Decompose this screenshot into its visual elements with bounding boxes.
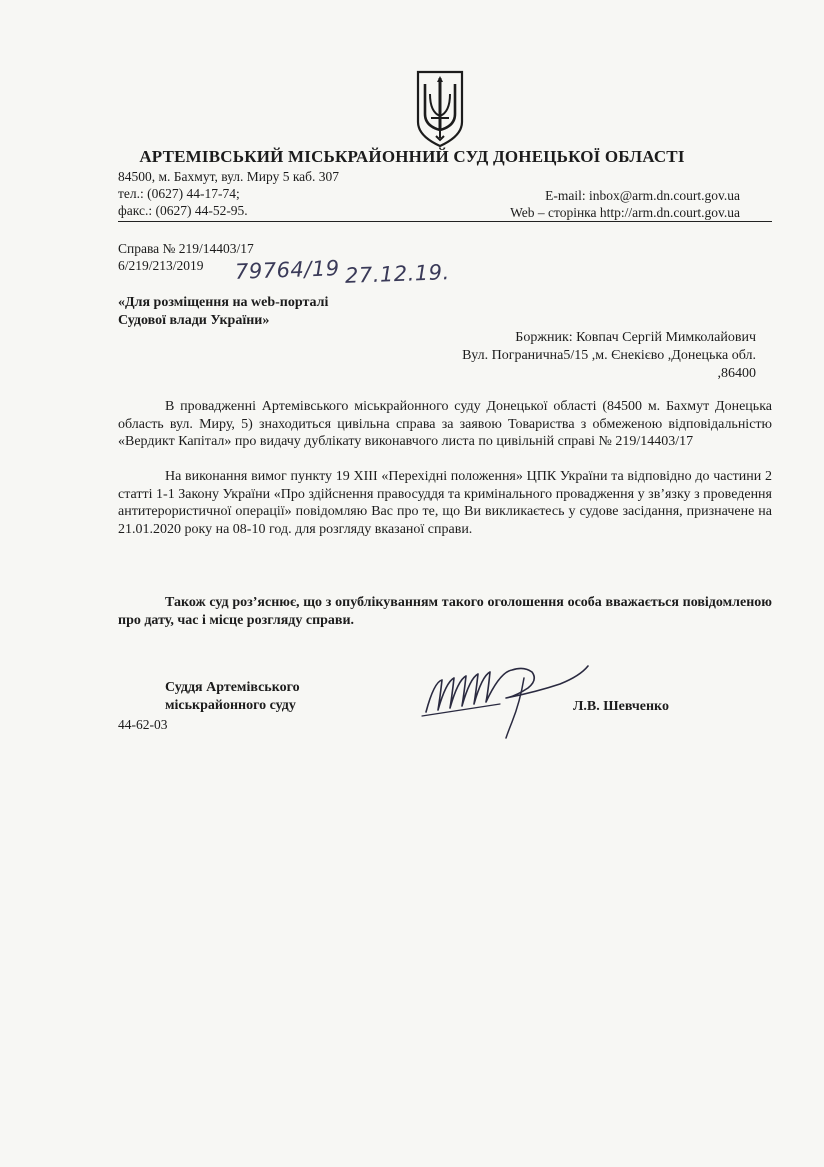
paragraph-notice — [118, 594, 772, 630]
debtor-name: Боржник: Ковпач Сергій Мимколайович — [515, 330, 756, 345]
handwritten-registration-date: 27.12.19. — [344, 260, 451, 288]
portal-note-line-1: «Для розміщення на web-порталі — [118, 295, 329, 310]
court-address: 84500, м. Бахмут, вул. Миру 5 каб. 307 — [118, 169, 340, 184]
paragraph-summons — [118, 468, 772, 538]
court-fax: факс.: (0627) 44-52-95. — [118, 203, 248, 218]
judge-title-line-2: міськрайонного суду — [165, 698, 296, 713]
paragraph-proceeding — [118, 398, 772, 451]
portal-note-line-2: Судової влади України» — [118, 313, 270, 328]
paragraph-notice-text: Також суд роз’яснює, що з опублікуванням такого оголошення особа вважається повідомленою про дату, час і місце розгляду справи. — [118, 595, 772, 628]
header-divider — [118, 221, 772, 222]
handwritten-signature — [420, 652, 595, 744]
debtor-postcode: ,86400 — [717, 366, 756, 381]
judge-phone: 44-62-03 — [118, 717, 168, 732]
case-number: Справа № 219/14403/17 — [118, 241, 254, 256]
court-name: АРТЕМІВСЬКИЙ МІСЬКРАЙОННИЙ СУД ДОНЕЦЬКОЇ ОБЛАСТІ — [139, 147, 685, 166]
judge-name: Л.В. Шевченко — [573, 699, 669, 714]
handwritten-registration-number: 79764/19 — [234, 256, 340, 284]
court-phone: тел.: (0627) 44-17-74; — [118, 186, 240, 201]
court-website: Web – сторінка http://arm.dn.court.gov.ua — [510, 205, 740, 220]
judge-title-line-1: Суддя Артемівського — [165, 680, 300, 695]
trident-emblem-icon — [414, 70, 466, 148]
paragraph-summons-text: На виконання вимог пункту 19 ХІІІ «Перехідні положення» ЦПК України та відповідно до частини 2 статті 1-1 Закону України «Про здійснення правосуддя та кримінального провадження у зв’язку з проведення антитерористичної операції» повідомляю Вас про те, що Ви викликаєтесь у судове засідання, призначене на 21.01.2020 року на 08-10 год. для розгляду вказаної справи. — [118, 469, 772, 537]
proceeding-number: 6/219/213/2019 — [118, 258, 204, 273]
paragraph-proceeding-text: В провадженні Артемівського міськрайонного суду Донецької області (84500 м. Бахмут Донецька область вул. Миру, 5) знаходиться цивільна справа за заявою Товариства з обмеженою відповідальністю «Вердикт Капітал» про видачу дублікату виконавчого листа по цивільній справі № 219/14403/17 — [118, 399, 772, 449]
court-email: E-mail: inbox@arm.dn.court.gov.ua — [545, 188, 740, 203]
debtor-address: Вул. Погранична5/15 ,м. Єнекієво ,Донецька обл. — [462, 348, 756, 363]
